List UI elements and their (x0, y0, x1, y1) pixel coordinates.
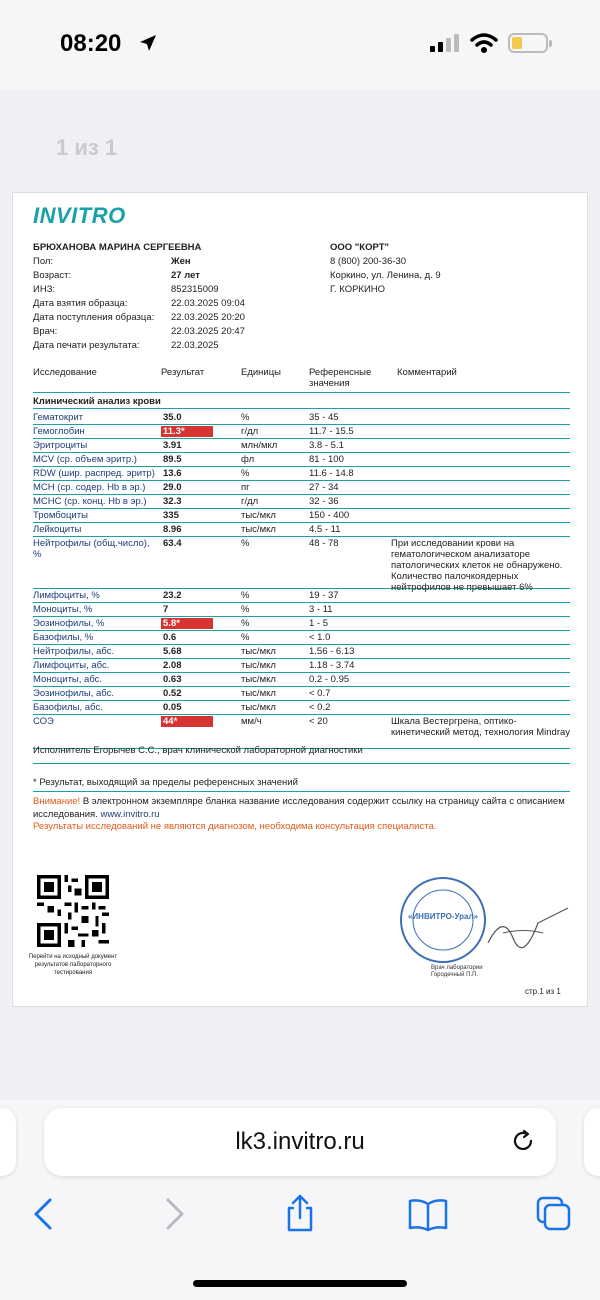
test-name: Базофилы, абс. (33, 702, 103, 713)
test-ref: 3.8 - 5.1 (309, 440, 344, 451)
test-ref: < 0.7 (309, 688, 331, 699)
test-ref: 1 - 5 (309, 618, 329, 629)
field-value: 22.03.2025 09:04 (171, 298, 245, 309)
field-value: Жен (171, 256, 191, 267)
footnote: * Результат, выходящий за пределы референсных значений (33, 777, 298, 788)
field-label: Дата поступления образца: (33, 312, 155, 323)
divider (33, 791, 570, 792)
test-name: Лейкоциты (33, 524, 82, 535)
test-name: Эритроциты (33, 440, 88, 451)
lab-info (330, 241, 441, 297)
test-name: RDW (шир. распред. эритр) (33, 468, 155, 479)
test-ref: 19 - 37 (309, 590, 339, 601)
table-row (33, 631, 570, 645)
test-ref: 1.18 - 3.74 (309, 660, 355, 671)
warning-text (33, 795, 573, 821)
table-row (33, 715, 570, 749)
location-arrow-icon (138, 33, 158, 53)
field-value: 27 лет (171, 270, 200, 281)
test-units: млн/мкл (241, 440, 278, 451)
next-tab-card[interactable] (584, 1108, 600, 1176)
wifi-icon (470, 32, 498, 54)
header-units: Единицы (241, 367, 282, 378)
header-test: Исследование (33, 367, 97, 378)
page-footer: стр.1 из 1 (525, 987, 561, 996)
test-result: 32.3 (163, 496, 182, 507)
test-name: Моноциты, абс. (33, 674, 103, 685)
test-result: 0.52 (163, 688, 182, 699)
test-units: мм/ч (241, 716, 262, 727)
warning-body: В электронном экземпляре бланка название исследования содержит ссылку на страницу сайта с описанием исследования. (33, 796, 565, 820)
test-ref: 35 - 45 (309, 412, 339, 423)
test-name: MCHC (ср. конц. Hb в эр.) (33, 496, 147, 507)
address-bar[interactable] (44, 1108, 556, 1176)
doctor-title: Врач лаборатории (431, 965, 483, 971)
test-result: 29.0 (163, 482, 182, 493)
test-result-flagged: 11.3* (161, 426, 213, 437)
stamp-text: «ИНВИТРО-Урал» (407, 912, 479, 921)
table-row (33, 439, 570, 453)
test-ref: < 1.0 (309, 632, 331, 643)
test-units: тыс/мкл (241, 688, 276, 699)
header-ref-line1: Референсные (309, 367, 372, 378)
lab-name: ООО "КОРТ" (330, 242, 390, 253)
table-row (33, 701, 570, 715)
test-units: % (241, 604, 250, 615)
test-units: тыс/мкл (241, 524, 276, 535)
table-row (33, 659, 570, 673)
test-name: Базофилы, % (33, 632, 94, 643)
test-name: Нейтрофилы (общ.число), % (33, 538, 150, 560)
test-result: 89.5 (163, 454, 182, 465)
test-name: Гемоглобин (33, 426, 85, 437)
test-name: Эозинофилы, абс. (33, 688, 114, 699)
signature-icon (483, 903, 573, 953)
table-row (33, 687, 570, 701)
header-ref-line2: значения (309, 378, 350, 389)
test-name: СОЭ (33, 716, 54, 727)
field-label: Возраст: (33, 270, 72, 281)
test-units: г/дл (241, 426, 259, 437)
test-name: Гематокрит (33, 412, 84, 423)
table-row (33, 645, 570, 659)
test-units: г/дл (241, 496, 259, 507)
lab-stamp-icon (398, 875, 488, 965)
header-result: Результат (161, 367, 205, 378)
test-name: Моноциты, % (33, 604, 93, 615)
page-indicator: 1 из 1 (56, 135, 118, 160)
divider (33, 763, 570, 764)
table-row (33, 673, 570, 687)
cellular-signal-icon (430, 34, 460, 52)
test-result: 35.0 (163, 412, 182, 423)
test-units: % (241, 468, 250, 479)
lab-address: Коркино, ул. Ленина, д. 9 (330, 270, 441, 281)
status-bar (0, 0, 600, 90)
patient-name: БРЮХАНОВА МАРИНА СЕРГЕЕВНА (33, 242, 202, 253)
executor-line: Исполнитель Егорычев С.С., врач клинической лабораторной диагностики (33, 745, 363, 756)
test-units: % (241, 412, 250, 423)
forward-icon[interactable] (152, 1192, 196, 1236)
lab-phone: 8 (800) 200-36-30 (330, 256, 407, 267)
test-units: фл (241, 454, 255, 465)
field-value: 22.03.2025 20:20 (171, 312, 245, 323)
bookmarks-icon[interactable] (406, 1192, 450, 1236)
test-name: Тромбоциты (33, 510, 88, 521)
invitro-link[interactable]: www.invitro.ru (100, 809, 160, 820)
test-units: % (241, 538, 250, 549)
test-name: Лимфоциты, абс. (33, 660, 110, 671)
table-row (33, 523, 570, 537)
field-value: 22.03.2025 20:47 (171, 326, 245, 337)
qr-caption: Перейти на исходный документ результатов лабораторного тестирования (28, 954, 118, 976)
table-row (33, 495, 570, 509)
table-row (33, 467, 570, 481)
warning-label: Внимание! (33, 796, 81, 807)
test-units: тыс/мкл (241, 510, 276, 521)
test-result: 335 (163, 510, 179, 521)
test-result-flagged: 44* (161, 716, 213, 727)
test-comment: Шкала Вестергрена, оптико-кинетический метод, технология Mindray (391, 716, 571, 738)
test-name: MCV (ср. объем эритр.) (33, 454, 137, 465)
field-label: Пол: (33, 256, 54, 267)
table-row (33, 603, 570, 617)
header-ref (309, 367, 371, 389)
prev-tab-card[interactable] (0, 1108, 16, 1176)
table-row (33, 537, 570, 593)
lab-city: Г. КОРКИНО (330, 284, 386, 295)
url-text[interactable]: lk3.invitro.ru (235, 1128, 365, 1155)
patient-info (33, 241, 245, 353)
share-icon[interactable] (278, 1192, 322, 1236)
doctor-name: Городечный П.П. (431, 972, 479, 978)
test-ref: 32 - 36 (309, 496, 339, 507)
field-value: 852315009 (171, 284, 219, 295)
table-row (33, 509, 570, 523)
disclaimer: Результаты исследований не являются диагнозом, необходима консультация специалиста. (33, 821, 437, 832)
test-result: 23.2 (163, 590, 182, 601)
doctor-signature-caption (431, 965, 483, 979)
test-ref: 4.5 - 11 (309, 524, 341, 535)
test-ref: 11.6 - 14.8 (309, 468, 354, 479)
table-header (33, 365, 570, 393)
field-label: Врач: (33, 326, 58, 337)
test-ref: 0.2 - 0.95 (309, 674, 350, 685)
test-units: % (241, 590, 250, 601)
field-value: 22.03.2025 (171, 340, 219, 351)
test-ref: 11.7 - 15.5 (309, 426, 354, 437)
test-result: 0.63 (163, 674, 182, 685)
table-row (33, 425, 570, 439)
test-result: 13.6 (163, 468, 182, 479)
test-units: % (241, 632, 250, 643)
back-icon[interactable] (22, 1192, 66, 1236)
test-ref: 150 - 400 (309, 510, 350, 521)
test-units: тыс/мкл (241, 702, 276, 713)
test-ref: 27 - 34 (309, 482, 339, 493)
test-name: Эозинофилы, % (33, 618, 105, 629)
test-ref: 81 - 100 (309, 454, 344, 465)
test-name: Нейтрофилы, абс. (33, 646, 115, 657)
test-ref: 48 - 78 (309, 538, 339, 549)
section-title: Клинический анализ крови (33, 396, 570, 409)
test-ref: < 0.2 (309, 702, 331, 713)
reload-icon[interactable] (510, 1128, 536, 1154)
lab-report-page (12, 192, 588, 1007)
field-label: Дата печати результата: (33, 340, 140, 351)
qr-code[interactable] (37, 875, 109, 947)
test-result: 0.05 (163, 702, 182, 713)
test-result: 2.08 (163, 660, 182, 671)
header-comment: Комментарий (397, 367, 457, 378)
test-result: 7 (163, 604, 169, 615)
test-units: пг (241, 482, 250, 493)
test-ref: 3 - 11 (309, 604, 333, 615)
test-result-flagged: 5.8* (161, 618, 213, 629)
table-row (33, 589, 570, 603)
table-row (33, 617, 570, 631)
test-result: 5.68 (163, 646, 182, 657)
test-name: Лимфоциты, % (33, 590, 100, 601)
field-label: ИНЗ: (33, 284, 56, 295)
home-indicator (193, 1280, 407, 1287)
status-time: 08:20 (60, 30, 122, 57)
test-result: 3.91 (163, 440, 182, 451)
test-units: тыс/мкл (241, 646, 276, 657)
test-result: 63.4 (163, 538, 182, 549)
table-row (33, 453, 570, 467)
results-table (33, 411, 570, 749)
table-row (33, 411, 570, 425)
test-comment: При исследовании крови на гематологическом анализаторе патологических клеток не обнаружено. Количество палочкоядерных нейтрофилов не превышает 6% (391, 538, 563, 593)
test-ref: < 20 (309, 716, 328, 727)
test-result: 0.6 (163, 632, 177, 643)
test-units: тыс/мкл (241, 660, 276, 671)
test-units: тыс/мкл (241, 674, 276, 685)
test-name: MCH (ср. содер. Hb в эр.) (33, 482, 146, 493)
tabs-icon[interactable] (532, 1192, 576, 1236)
battery-icon (508, 33, 548, 53)
test-units: % (241, 618, 250, 629)
table-row (33, 481, 570, 495)
test-ref: 1.56 - 6.13 (309, 646, 355, 657)
invitro-logo: INVITRO (33, 203, 126, 228)
test-result: 8.96 (163, 524, 182, 535)
field-label: Дата взятия образца: (33, 298, 128, 309)
